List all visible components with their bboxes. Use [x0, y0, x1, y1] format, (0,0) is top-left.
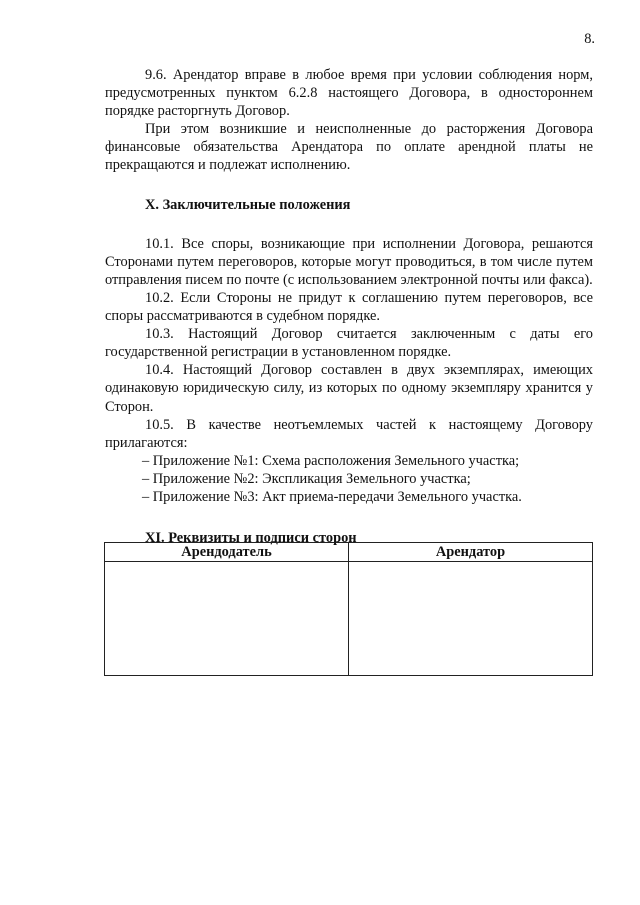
lessor-details-cell [105, 562, 349, 676]
requisites-header-row [105, 543, 593, 562]
document-body [105, 66, 593, 547]
paragraph-9-6-continuation: При этом возникшие и неисполненные до расторжения Договора финансовые обязательства Арендатора по оплате арендной платы не прекращаются и подлежат исполнению. [105, 121, 593, 174]
paragraph-10-3: 10.3. Настоящий Договор считается заключенным с даты его государственной регистрации в установленном порядке. [105, 326, 593, 361]
lessee-header: Арендатор [349, 543, 593, 562]
paragraph-10-4: 10.4. Настоящий Договор составлен в двух экземплярах, имеющих одинаковую юридическую силу, из которых по одному экземпляру хранится у Сторон. [105, 362, 593, 415]
lessor-header: Арендодатель [105, 543, 349, 562]
lessee-details-cell [349, 562, 593, 676]
page-number: 8. [584, 31, 595, 47]
paragraph-10-5: 10.5. В качестве неотъемлемых частей к настоящему Договору прилагаются: [105, 416, 593, 451]
requisites-body-row [105, 562, 593, 676]
attachment-item-1: – Приложение №1: Схема расположения Земельного участка; [142, 452, 520, 469]
paragraph-10-1: 10.1. Все споры, возникающие при исполнении Договора, решаются Сторонами путем переговоров, которые могут проводиться, в том числе путем отправления писем по почте (с использованием электронной почты или факса). [105, 235, 593, 288]
paragraph-9-6: 9.6. Арендатор вправе в любое время при условии соблюдения норм, предусмотренных пунктом 6.2.8 настоящего Договора, в одностороннем порядке расторгнуть Договор. [105, 67, 593, 120]
section-10-heading: X. Заключительные положения [145, 196, 351, 213]
attachment-item-2: – Приложение №2: Экспликация Земельного участка; [142, 471, 471, 488]
requisites-table [104, 542, 593, 676]
section-11-heading: XI. Реквизиты и подписи сторон [145, 529, 357, 546]
paragraph-10-2: 10.2. Если Стороны не придут к соглашению путем переговоров, все споры рассматриваются в судебном порядке. [105, 289, 593, 325]
attachment-item-3: – Приложение №3: Акт приема-передачи Земельного участка. [142, 489, 522, 506]
